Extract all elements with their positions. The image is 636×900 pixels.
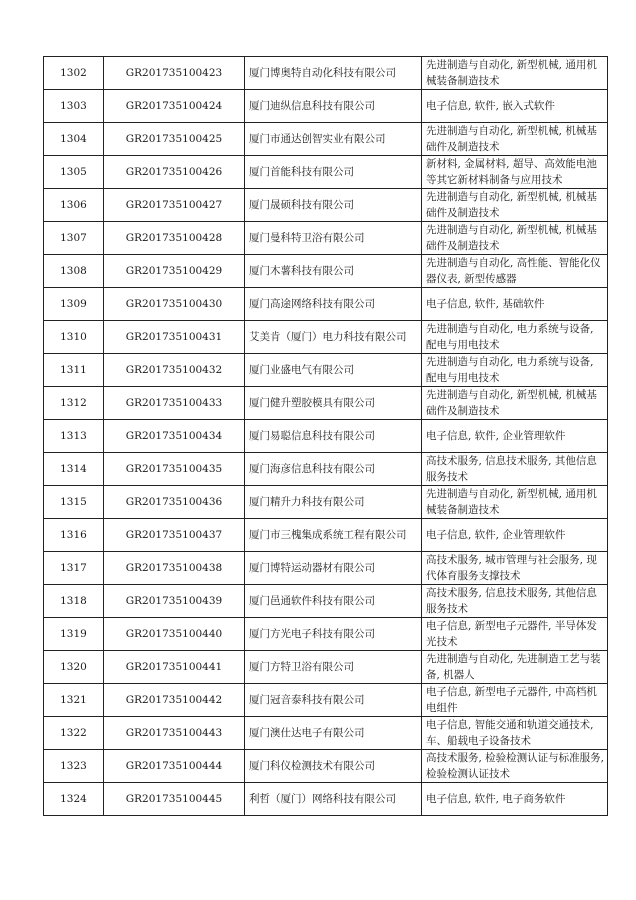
table-row bbox=[44, 585, 608, 618]
company-name-cell: 厦门首能科技有限公司 bbox=[245, 156, 422, 189]
row-number-cell: 1324 bbox=[44, 783, 104, 816]
tech-field-cell: 先进制造与自动化, 电力系统与设备, 配电与用电技术 bbox=[422, 354, 608, 387]
certificate-code-cell: GR201735100432 bbox=[104, 354, 245, 387]
certificate-code-cell: GR201735100441 bbox=[104, 651, 245, 684]
tech-field-cell: 电子信息, 软件, 企业管理软件 bbox=[422, 420, 608, 453]
certificate-code-cell: GR201735100426 bbox=[104, 156, 245, 189]
company-name-cell: 厦门博特运动器材有限公司 bbox=[245, 552, 422, 585]
company-name-cell: 厦门健升塑胶模具有限公司 bbox=[245, 387, 422, 420]
table-row bbox=[44, 222, 608, 255]
tech-field-cell: 先进制造与自动化, 新型机械, 机械基础件及制造技术 bbox=[422, 189, 608, 222]
table-row bbox=[44, 552, 608, 585]
tech-field-cell: 电子信息, 软件, 基础软件 bbox=[422, 288, 608, 321]
certificate-code-cell: GR201735100435 bbox=[104, 453, 245, 486]
tech-field-cell: 先进制造与自动化, 高性能、智能化仪器仪表, 新型传感器 bbox=[422, 255, 608, 288]
certificate-code-cell: GR201735100442 bbox=[104, 684, 245, 717]
row-number-cell: 1316 bbox=[44, 519, 104, 552]
company-name-cell: 厦门方特卫浴有限公司 bbox=[245, 651, 422, 684]
certificate-code-cell: GR201735100443 bbox=[104, 717, 245, 750]
company-name-cell: 厦门澳仕达电子有限公司 bbox=[245, 717, 422, 750]
tech-field-cell: 先进制造与自动化, 先进制造工艺与装备, 机器人 bbox=[422, 651, 608, 684]
row-number-cell: 1307 bbox=[44, 222, 104, 255]
company-name-cell: 厦门海彦信息科技有限公司 bbox=[245, 453, 422, 486]
row-number-cell: 1306 bbox=[44, 189, 104, 222]
table-row bbox=[44, 519, 608, 552]
registry-table bbox=[43, 56, 608, 816]
certificate-code-cell: GR201735100440 bbox=[104, 618, 245, 651]
row-number-cell: 1317 bbox=[44, 552, 104, 585]
table-row bbox=[44, 57, 608, 90]
company-name-cell: 厦门迪纵信息科技有限公司 bbox=[245, 90, 422, 123]
certificate-code-cell: GR201735100436 bbox=[104, 486, 245, 519]
tech-field-cell: 先进制造与自动化, 新型机械, 机械基础件及制造技术 bbox=[422, 222, 608, 255]
row-number-cell: 1323 bbox=[44, 750, 104, 783]
table-row bbox=[44, 750, 608, 783]
table-row bbox=[44, 255, 608, 288]
company-name-cell: 厦门博奥特自动化科技有限公司 bbox=[245, 57, 422, 90]
certificate-code-cell: GR201735100425 bbox=[104, 123, 245, 156]
certificate-code-cell: GR201735100429 bbox=[104, 255, 245, 288]
row-number-cell: 1311 bbox=[44, 354, 104, 387]
table-row bbox=[44, 486, 608, 519]
table-row bbox=[44, 321, 608, 354]
registry-table-body bbox=[44, 57, 608, 816]
table-row bbox=[44, 618, 608, 651]
tech-field-cell: 电子信息, 新型电子元器件, 中高档机电组件 bbox=[422, 684, 608, 717]
table-row bbox=[44, 684, 608, 717]
certificate-code-cell: GR201735100445 bbox=[104, 783, 245, 816]
certificate-code-cell: GR201735100430 bbox=[104, 288, 245, 321]
row-number-cell: 1310 bbox=[44, 321, 104, 354]
company-name-cell: 厦门冠音泰科技有限公司 bbox=[245, 684, 422, 717]
certificate-code-cell: GR201735100439 bbox=[104, 585, 245, 618]
row-number-cell: 1314 bbox=[44, 453, 104, 486]
table-row bbox=[44, 717, 608, 750]
row-number-cell: 1305 bbox=[44, 156, 104, 189]
tech-field-cell: 高技术服务, 城市管理与社会服务, 现代体育服务支撑技术 bbox=[422, 552, 608, 585]
row-number-cell: 1308 bbox=[44, 255, 104, 288]
company-name-cell: 厦门方光电子科技有限公司 bbox=[245, 618, 422, 651]
tech-field-cell: 高技术服务, 信息技术服务, 其他信息服务技术 bbox=[422, 585, 608, 618]
certificate-code-cell: GR201735100431 bbox=[104, 321, 245, 354]
company-name-cell: 厦门科仪检测技术有限公司 bbox=[245, 750, 422, 783]
row-number-cell: 1312 bbox=[44, 387, 104, 420]
row-number-cell: 1320 bbox=[44, 651, 104, 684]
company-name-cell: 厦门精升力科技有限公司 bbox=[245, 486, 422, 519]
certificate-code-cell: GR201735100427 bbox=[104, 189, 245, 222]
table-row bbox=[44, 651, 608, 684]
table-row bbox=[44, 354, 608, 387]
certificate-code-cell: GR201735100438 bbox=[104, 552, 245, 585]
tech-field-cell: 先进制造与自动化, 新型机械, 通用机械装备制造技术 bbox=[422, 57, 608, 90]
tech-field-cell: 新材料, 金属材料, 超导、高效能电池等其它新材料制备与应用技术 bbox=[422, 156, 608, 189]
table-row bbox=[44, 783, 608, 816]
table-row bbox=[44, 288, 608, 321]
tech-field-cell: 电子信息, 软件, 嵌入式软件 bbox=[422, 90, 608, 123]
certificate-code-cell: GR201735100428 bbox=[104, 222, 245, 255]
table-row bbox=[44, 90, 608, 123]
row-number-cell: 1315 bbox=[44, 486, 104, 519]
table-row bbox=[44, 420, 608, 453]
certificate-code-cell: GR201735100433 bbox=[104, 387, 245, 420]
certificate-code-cell: GR201735100437 bbox=[104, 519, 245, 552]
company-name-cell: 厦门曼科特卫浴有限公司 bbox=[245, 222, 422, 255]
table-row bbox=[44, 189, 608, 222]
row-number-cell: 1318 bbox=[44, 585, 104, 618]
table-row bbox=[44, 387, 608, 420]
certificate-code-cell: GR201735100444 bbox=[104, 750, 245, 783]
company-name-cell: 厦门高途网络科技有限公司 bbox=[245, 288, 422, 321]
company-name-cell: 厦门市三槐集成系统工程有限公司 bbox=[245, 519, 422, 552]
tech-field-cell: 电子信息, 智能交通和轨道交通技术, 车、船载电子设备技术 bbox=[422, 717, 608, 750]
tech-field-cell: 电子信息, 软件, 企业管理软件 bbox=[422, 519, 608, 552]
company-name-cell: 厦门易聪信息科技有限公司 bbox=[245, 420, 422, 453]
certificate-code-cell: GR201735100424 bbox=[104, 90, 245, 123]
certificate-code-cell: GR201735100423 bbox=[104, 57, 245, 90]
certificate-code-cell: GR201735100434 bbox=[104, 420, 245, 453]
row-number-cell: 1319 bbox=[44, 618, 104, 651]
tech-field-cell: 先进制造与自动化, 电力系统与设备, 配电与用电技术 bbox=[422, 321, 608, 354]
row-number-cell: 1303 bbox=[44, 90, 104, 123]
company-name-cell: 利哲（厦门）网络科技有限公司 bbox=[245, 783, 422, 816]
tech-field-cell: 先进制造与自动化, 新型机械, 机械基础件及制造技术 bbox=[422, 123, 608, 156]
table-row bbox=[44, 123, 608, 156]
company-name-cell: 厦门木薯科技有限公司 bbox=[245, 255, 422, 288]
row-number-cell: 1309 bbox=[44, 288, 104, 321]
company-name-cell: 厦门业盛电气有限公司 bbox=[245, 354, 422, 387]
table-row bbox=[44, 453, 608, 486]
company-name-cell: 厦门邑通软件科技有限公司 bbox=[245, 585, 422, 618]
company-name-cell: 艾美肯（厦门）电力科技有限公司 bbox=[245, 321, 422, 354]
row-number-cell: 1313 bbox=[44, 420, 104, 453]
tech-field-cell: 电子信息, 新型电子元器件, 半导体发光技术 bbox=[422, 618, 608, 651]
row-number-cell: 1304 bbox=[44, 123, 104, 156]
tech-field-cell: 电子信息, 软件, 电子商务软件 bbox=[422, 783, 608, 816]
tech-field-cell: 高技术服务, 检验检测认证与标准服务, 检验检测认证技术 bbox=[422, 750, 608, 783]
company-name-cell: 厦门晟硕科技有限公司 bbox=[245, 189, 422, 222]
tech-field-cell: 高技术服务, 信息技术服务, 其他信息服务技术 bbox=[422, 453, 608, 486]
tech-field-cell: 先进制造与自动化, 新型机械, 通用机械装备制造技术 bbox=[422, 486, 608, 519]
row-number-cell: 1321 bbox=[44, 684, 104, 717]
table-row bbox=[44, 156, 608, 189]
tech-field-cell: 先进制造与自动化, 新型机械, 机械基础件及制造技术 bbox=[422, 387, 608, 420]
row-number-cell: 1302 bbox=[44, 57, 104, 90]
row-number-cell: 1322 bbox=[44, 717, 104, 750]
company-name-cell: 厦门市通达创智实业有限公司 bbox=[245, 123, 422, 156]
